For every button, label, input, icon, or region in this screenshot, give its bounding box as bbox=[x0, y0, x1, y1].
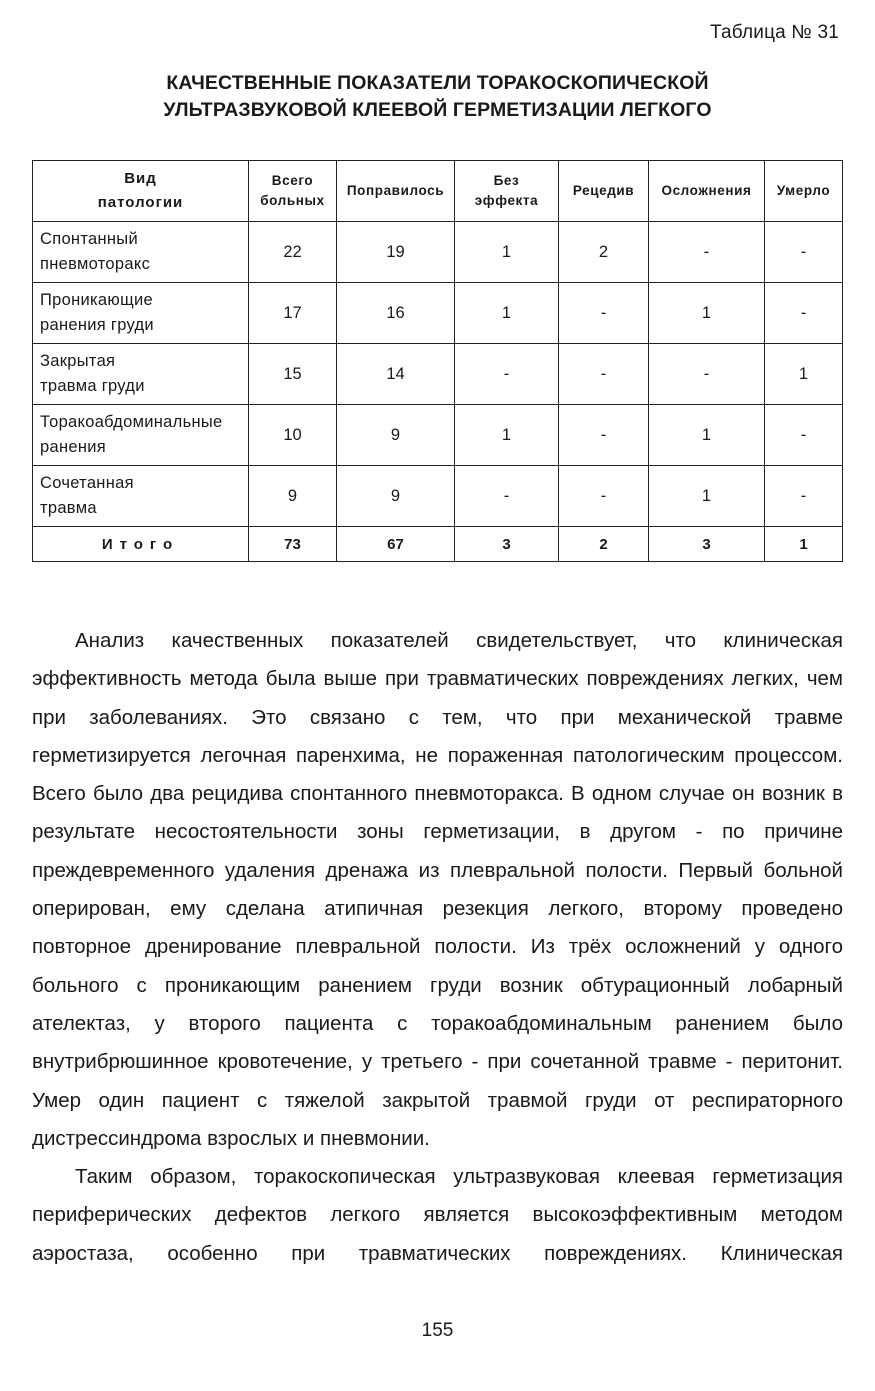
table-cell: 19 bbox=[337, 222, 455, 283]
table-title bbox=[0, 70, 875, 124]
table-cell: 1 bbox=[649, 466, 765, 527]
table-cell: 10 bbox=[249, 405, 337, 466]
table-cell: 1 bbox=[649, 283, 765, 344]
title-line-2: УЛЬТРАЗВУКОВОЙ КЛЕЕВОЙ ГЕРМЕТИЗАЦИИ ЛЕГКОГО bbox=[163, 99, 712, 121]
table-cell: 1 bbox=[455, 283, 559, 344]
col-header-no-effect: Без эффекта bbox=[455, 161, 559, 222]
row-pathology-name: Торакоабдоминальные ранения bbox=[33, 405, 249, 466]
table-cell: 9 bbox=[337, 466, 455, 527]
table-cell: 15 bbox=[249, 344, 337, 405]
table-cell: - bbox=[765, 222, 843, 283]
table-cell: - bbox=[765, 405, 843, 466]
table-cell: - bbox=[559, 466, 649, 527]
table-cell: 1 bbox=[455, 222, 559, 283]
col-header-died: Умерло bbox=[765, 161, 843, 222]
table-row bbox=[33, 283, 843, 344]
table-cell: 1 bbox=[765, 344, 843, 405]
paragraph: Таким образом, торакоскопическая ультразвуковая клеевая герметизация периферических дефектов легкого является высокоэффективным методом аэростаза, особенно при травматических повреждениях. Клиническая bbox=[32, 1165, 843, 1265]
table-cell: - bbox=[559, 405, 649, 466]
title-line-1: КАЧЕСТВЕННЫЕ ПОКАЗАТЕЛИ ТОРАКОСКОПИЧЕСКОЙ bbox=[166, 72, 709, 94]
table-cell: - bbox=[559, 344, 649, 405]
table-row bbox=[33, 466, 843, 527]
page-number: 155 bbox=[421, 1320, 454, 1341]
total-cell: 73 bbox=[249, 527, 337, 562]
row-pathology-name: Спонтанный пневмоторакс bbox=[33, 222, 249, 283]
col-header-recovered: Поправилось bbox=[337, 161, 455, 222]
table-cell: - bbox=[455, 344, 559, 405]
table-total-row bbox=[33, 527, 843, 562]
outcomes-table bbox=[32, 160, 843, 562]
table-cell: - bbox=[649, 344, 765, 405]
paragraph: Анализ качественных показателей свидетельствует, что клиническая эффективность метода была выше при травматических повреждениях легких, чем при заболеваниях. Это связано с тем, что при механической травме герметизируется легочная паренхима, не пораженная патологическим процессом. Всего было два рецидива спонтанного пневмоторакса. В одном случае он возник в результате несостоятельности зоны герметизации, в другом - по причине преждевременного удаления дренажа из плевральной полости. Первый больной оперирован, ему сделана атипичная резекция легкого, второму проведено повторное дренирование плевральной полости. Из трёх осложнений у одного больного с проникающим ранением груди возник обтурационный лобарный ателектаз, у второго пациента с торакоабдоминальным ранением было внутрибрюшинное кровотечение, у третьего - при сочетанной травме - перитонит. Умер один пациент с тяжелой закрытой травмой груди от респираторного дистрессиндрома взрослых и пневмонии. bbox=[32, 629, 843, 1150]
total-cell: 3 bbox=[455, 527, 559, 562]
row-pathology-name: Проникающие ранения груди bbox=[33, 283, 249, 344]
total-cell: 2 bbox=[559, 527, 649, 562]
table-row bbox=[33, 222, 843, 283]
total-cell: 3 bbox=[649, 527, 765, 562]
table-cell: 22 bbox=[249, 222, 337, 283]
table-row bbox=[33, 344, 843, 405]
table-cell: - bbox=[765, 283, 843, 344]
row-pathology-name: Закрытая травма груди bbox=[33, 344, 249, 405]
table-cell: 9 bbox=[249, 466, 337, 527]
table-cell: - bbox=[649, 222, 765, 283]
table-cell: 2 bbox=[559, 222, 649, 283]
table-cell: 1 bbox=[649, 405, 765, 466]
total-label: Итого bbox=[33, 527, 249, 562]
table-header-row bbox=[33, 161, 843, 222]
body-text bbox=[32, 622, 843, 1273]
table-number: Таблица № 31 bbox=[710, 22, 839, 43]
table-cell: - bbox=[559, 283, 649, 344]
table-cell: 17 bbox=[249, 283, 337, 344]
table-row bbox=[33, 405, 843, 466]
row-pathology-name: Сочетанная травма bbox=[33, 466, 249, 527]
table-cell: 14 bbox=[337, 344, 455, 405]
col-header-complications: Осложнения bbox=[649, 161, 765, 222]
col-header-total-patients: Всего больных bbox=[249, 161, 337, 222]
table-cell: - bbox=[765, 466, 843, 527]
total-cell: 1 bbox=[765, 527, 843, 562]
table-cell: 9 bbox=[337, 405, 455, 466]
table-cell: - bbox=[455, 466, 559, 527]
col-header-relapse: Рецедив bbox=[559, 161, 649, 222]
col-header-pathology: Вид патологии bbox=[33, 161, 249, 222]
table-cell: 16 bbox=[337, 283, 455, 344]
total-cell: 67 bbox=[337, 527, 455, 562]
table-cell: 1 bbox=[455, 405, 559, 466]
